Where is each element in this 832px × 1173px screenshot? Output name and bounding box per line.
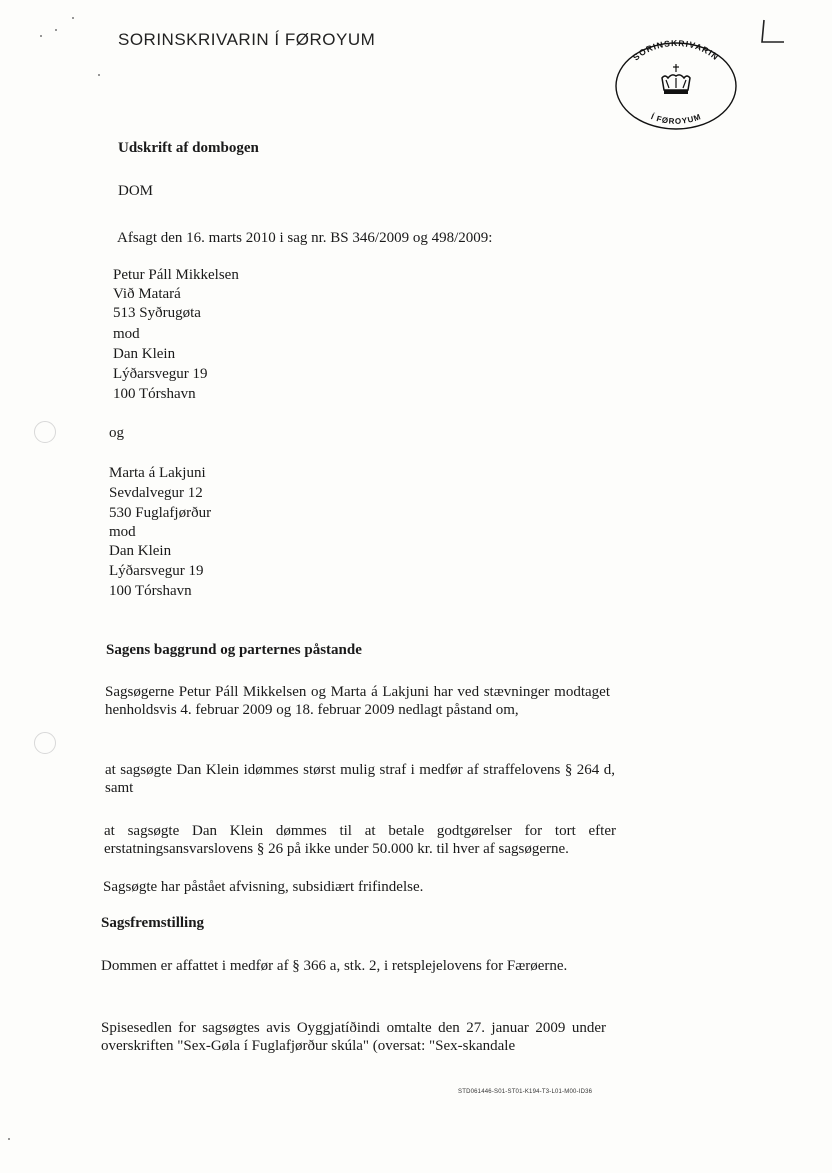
svg-text:SORINSKRIVARIN: [631, 40, 721, 62]
speck: [40, 35, 42, 37]
svg-text:Í FØROYUM: [650, 112, 703, 126]
defendant-2-city: 100 Tórshavn: [109, 583, 192, 599]
handwritten-mark-icon: [758, 18, 786, 46]
paragraph-drafting: Dommen er affattet i medfør af § 366 a, stk. 2, i retsplejelovens for Færøerne.: [101, 958, 568, 974]
defendant-2-street: Lýðarsvegur 19: [109, 563, 204, 579]
crown-icon: [662, 64, 690, 94]
court-seal-icon: [612, 40, 740, 132]
verdict-line: Afsagt den 16. marts 2010 i sag nr. BS 346/2009 og 498/2009:: [117, 230, 493, 246]
versus-1: mod: [113, 326, 140, 342]
paragraph-claim: Sagsøgerne Petur Páll Mikkelsen og Marta á Lakjuni har ved stævninger modtaget henholdsvis 4. februar 2009 og 18. februar 2009 nedlagt påstand om,: [105, 684, 610, 718]
section-heading-background: Sagens baggrund og parternes påstande: [106, 642, 362, 658]
seal-top-text: SORINSKRIVARIN: [630, 40, 722, 63]
defendant-1-city: 100 Tórshavn: [113, 386, 196, 402]
plaintiff-2-name: Marta á Lakjuni: [109, 465, 206, 481]
punch-hole-icon: [34, 421, 56, 443]
court-header: SORINSKRIVARIN Í FØROYUM: [118, 30, 376, 49]
section-heading-facts: Sagsfremstilling: [101, 915, 205, 931]
speck: [8, 1138, 10, 1140]
plaintiff-1-city: 513 Syðrugøta: [113, 305, 201, 321]
document-title: Udskrift af dombogen: [118, 140, 259, 156]
paragraph-newspaper: Spisesedlen for sagsøgtes avis Oyggjatíðindi omtalte den 27. januar 2009 under overskriften "Sex-Gøla í Fuglafjørður skúla" (oversat: "Sex-skandale: [101, 1020, 606, 1054]
paragraph-claim-compensation: at sagsøgte Dan Klein dømmes til at betale godtgørelser for tort efter erstatningsansvarslovens § 26 på ikke under 50.000 kr. til hver af sagsøgerne.: [104, 823, 616, 857]
defendant-1-name: Dan Klein: [113, 346, 176, 362]
seal-bottom-text: Í FØROYUM: [649, 112, 703, 126]
speck: [72, 17, 74, 19]
document-type: DOM: [118, 183, 154, 199]
speck: [55, 29, 57, 31]
defendant-1-street: Lýðarsvegur 19: [113, 366, 208, 382]
paragraph-defense: Sagsøgte har påstået afvisning, subsidiært frifindelse.: [103, 879, 424, 895]
punch-hole-icon: [34, 732, 56, 754]
plaintiff-2-city: 530 Fuglafjørður: [109, 505, 212, 521]
plaintiff-2-street: Sevdalvegur 12: [109, 485, 203, 501]
plaintiff-1-name: Petur Páll Mikkelsen: [113, 267, 239, 283]
plaintiff-1-street: Við Matará: [113, 286, 181, 302]
conjunction: og: [109, 425, 124, 441]
speck: [98, 74, 100, 76]
paragraph-claim-punishment: at sagsøgte Dan Klein idømmes størst mulig straf i medfør af straffelovens § 264 d, samt: [105, 762, 615, 796]
document-id-code: STD061446-S01-ST01-K194-T3-L01-M00-ID36: [458, 1089, 593, 1095]
defendant-2-name: Dan Klein: [109, 543, 172, 559]
versus-2: mod: [109, 524, 136, 540]
